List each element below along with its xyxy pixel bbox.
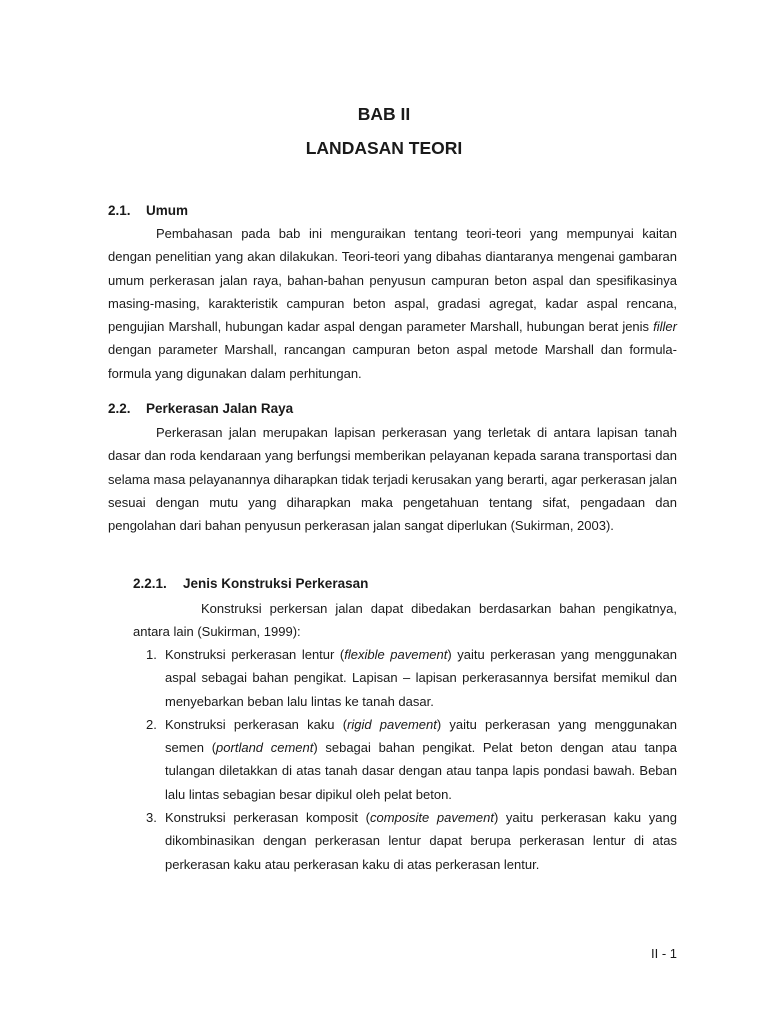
italic-term: rigid pavement	[347, 716, 437, 732]
list-marker: 1.	[146, 647, 157, 662]
section-number: 2.2.	[108, 401, 131, 416]
italic-term: portland cement	[216, 740, 314, 756]
paragraph-text: dengan parameter Marshall, rancangan campuran beton aspal metode Marshall dan formula-formula yang digunakan dalam perhitungan.	[108, 342, 677, 381]
paragraph-perkerasan: Perkerasan jalan merupakan lapisan perkerasan yang terletak di antara lapisan tanah dasar dan roda kendaraan yang berfungsi memberikan pelayanan kepada sarana transportasi dan selama masa pelayanannya diharapkan tidak terjadi kerusakan yang berarti, agar perkerasan jalan sesuai dengan mutu yang diharapkan maka pengetahuan tentang sifat, pengadaan dan pengolahan dari bahan penyusun perkerasan jalan sangat diperlukan (Sukirman, 2003).	[108, 425, 677, 534]
list-text: ) sebagai bahan pengikat. Pelat beton dengan atau tanpa tulangan diletakkan di atas tanah dasar dengan atau tanpa lapis pondasi bawah. Beban lalu lintas sebagian besar dipikul oleh pelat beton.	[165, 740, 677, 802]
list-text: ) yaitu perkerasan yang menggunakan aspal sebagai bahan pengikat. Lapisan – lapisan perkerasannya bersifat memikul dan menyebarkan beban lalu lintas ke tanah dasar.	[165, 647, 678, 709]
subsection-heading-jenis	[133, 576, 368, 591]
list-text: Konstruksi perkerasan kaku (	[165, 716, 348, 732]
paragraph-umum	[108, 222, 677, 385]
list-text: ) yaitu perkerasan kaku yang dikombinasikan dengan perkerasan lentur dapat berupa perkerasan lentur di atas perkerasan kaku atau perkerasan kaku di atas perkerasan lentur.	[165, 810, 677, 872]
italic-term: filler	[653, 319, 677, 335]
section-number: 2.1.	[108, 203, 131, 218]
subsection-title: Jenis Konstruksi Perkerasan	[183, 576, 369, 591]
list-text: Konstruksi perkerasan lentur (	[165, 647, 345, 662]
list-marker: 3.	[146, 810, 157, 826]
list-text: Konstruksi perkerasan komposit (	[165, 810, 370, 826]
section-title: Umum	[146, 203, 189, 218]
italic-term: flexible pavement	[344, 647, 448, 662]
section-heading-perkerasan	[108, 401, 293, 416]
chapter-number: BAB II	[357, 104, 411, 124]
list-item	[146, 806, 677, 876]
list-marker: 2.	[146, 716, 157, 732]
page-number: II - 1	[650, 946, 677, 961]
section-title: Perkerasan Jalan Raya	[146, 401, 294, 416]
paragraph-text: Pembahasan pada bab ini menguraikan tentang teori-teori yang mempunyai kaitan dengan penelitian yang akan dilakukan. Teori-teori yang dibahas diantaranya mengenai gambaran umum perkerasan jalan raya, bahan-bahan penyusun campuran beton aspal dan spesifikasinya masing-masing, karakteristik campuran beton aspal, gradasi agregat, kadar aspal rencana, pengujian Marshall, hubungan kadar aspal dengan parameter Marshall, hubungan berat jenis	[108, 226, 677, 335]
construction-type-list	[146, 643, 677, 876]
list-text: ) yaitu perkerasan yang menggunakan semen (	[165, 716, 677, 756]
italic-term: composite pavement	[369, 810, 494, 826]
list-item	[146, 713, 677, 806]
subsection-number: 2.2.1.	[133, 576, 167, 591]
paragraph-jenis-intro: Konstruksi perkersan jalan dapat dibedakan berdasarkan bahan pengikatnya, antara lain (Sukirman, 1999):	[133, 601, 677, 640]
chapter-title: LANDASAN TEORI	[305, 138, 463, 158]
section-heading-umum	[108, 203, 188, 218]
list-item	[146, 643, 677, 713]
